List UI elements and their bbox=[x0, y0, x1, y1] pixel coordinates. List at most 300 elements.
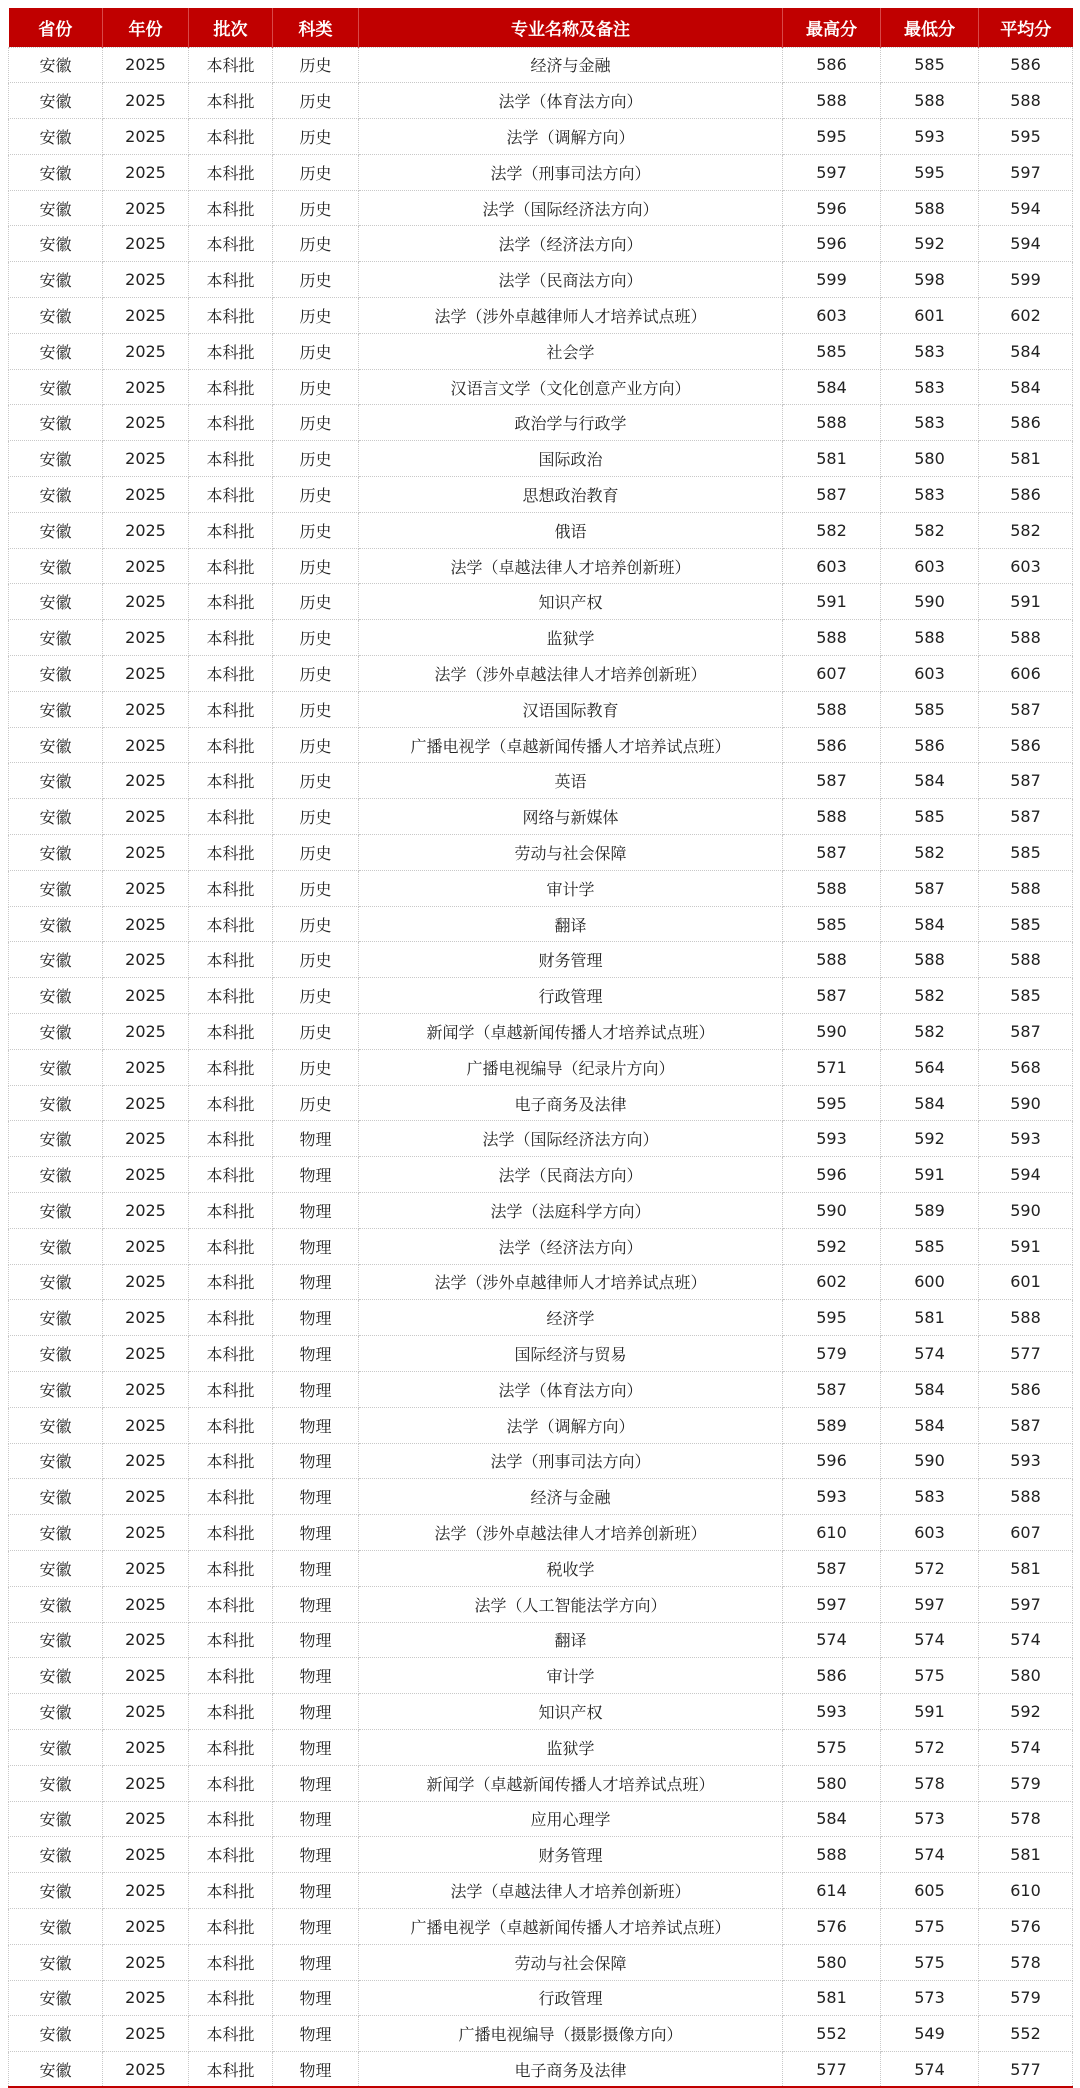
max-score-cell: 586 bbox=[783, 1658, 881, 1694]
avg-score-cell: 581 bbox=[979, 1550, 1073, 1586]
year-cell: 2025 bbox=[103, 1694, 189, 1730]
table-row bbox=[9, 1014, 1073, 1050]
min-score-cell: 582 bbox=[881, 1014, 979, 1050]
major-name-cell: 新闻学（卓越新闻传播人才培养试点班） bbox=[359, 1765, 783, 1801]
major-name-cell: 经济与金融 bbox=[359, 47, 783, 83]
table-body bbox=[9, 47, 1073, 2087]
max-score-cell: 587 bbox=[783, 1371, 881, 1407]
batch-cell: 本科批 bbox=[189, 656, 273, 692]
major-name-cell: 行政管理 bbox=[359, 1980, 783, 2016]
avg-score-cell: 586 bbox=[979, 727, 1073, 763]
table-row bbox=[9, 119, 1073, 155]
max-score-cell: 582 bbox=[783, 512, 881, 548]
admission-score-table bbox=[8, 8, 1073, 2088]
batch-cell: 本科批 bbox=[189, 1085, 273, 1121]
year-cell: 2025 bbox=[103, 656, 189, 692]
table-row bbox=[9, 1193, 1073, 1229]
batch-cell: 本科批 bbox=[189, 1264, 273, 1300]
year-cell: 2025 bbox=[103, 1157, 189, 1193]
batch-cell: 本科批 bbox=[189, 1049, 273, 1085]
avg-score-cell: 586 bbox=[979, 1371, 1073, 1407]
avg-score-cell: 584 bbox=[979, 333, 1073, 369]
max-score-cell: 576 bbox=[783, 1908, 881, 1944]
batch-cell: 本科批 bbox=[189, 835, 273, 871]
year-cell: 2025 bbox=[103, 1586, 189, 1622]
table-row bbox=[9, 1980, 1073, 2016]
avg-score-cell: 587 bbox=[979, 763, 1073, 799]
subject-category-cell: 历史 bbox=[273, 727, 359, 763]
major-name-cell: 国际政治 bbox=[359, 441, 783, 477]
max-score-cell: 602 bbox=[783, 1264, 881, 1300]
subject-category-cell: 物理 bbox=[273, 1729, 359, 1765]
table-row bbox=[9, 512, 1073, 548]
table-row bbox=[9, 799, 1073, 835]
subject-category-cell: 物理 bbox=[273, 2016, 359, 2052]
avg-score-cell: 587 bbox=[979, 1407, 1073, 1443]
major-name-cell: 劳动与社会保障 bbox=[359, 1944, 783, 1980]
province-cell: 安徽 bbox=[9, 691, 103, 727]
batch-cell: 本科批 bbox=[189, 906, 273, 942]
major-name-cell: 俄语 bbox=[359, 512, 783, 548]
min-score-cell: 603 bbox=[881, 656, 979, 692]
batch-cell: 本科批 bbox=[189, 799, 273, 835]
subject-category-cell: 历史 bbox=[273, 620, 359, 656]
max-score-cell: 586 bbox=[783, 47, 881, 83]
subject-category-cell: 历史 bbox=[273, 1014, 359, 1050]
table-row bbox=[9, 1157, 1073, 1193]
max-score-cell: 588 bbox=[783, 405, 881, 441]
year-cell: 2025 bbox=[103, 1658, 189, 1694]
province-cell: 安徽 bbox=[9, 620, 103, 656]
min-score-cell: 574 bbox=[881, 1622, 979, 1658]
year-cell: 2025 bbox=[103, 978, 189, 1014]
year-cell: 2025 bbox=[103, 1550, 189, 1586]
major-name-cell: 广播电视学（卓越新闻传播人才培养试点班） bbox=[359, 1908, 783, 1944]
max-score-cell: 593 bbox=[783, 1479, 881, 1515]
province-cell: 安徽 bbox=[9, 1944, 103, 1980]
subject-category-cell: 历史 bbox=[273, 405, 359, 441]
max-score-cell: 587 bbox=[783, 477, 881, 513]
table-row bbox=[9, 870, 1073, 906]
major-name-cell: 新闻学（卓越新闻传播人才培养试点班） bbox=[359, 1014, 783, 1050]
batch-cell: 本科批 bbox=[189, 1944, 273, 1980]
major-name-cell: 经济学 bbox=[359, 1300, 783, 1336]
batch-cell: 本科批 bbox=[189, 584, 273, 620]
batch-cell: 本科批 bbox=[189, 83, 273, 119]
major-name-cell: 审计学 bbox=[359, 870, 783, 906]
province-cell: 安徽 bbox=[9, 906, 103, 942]
table-row bbox=[9, 620, 1073, 656]
min-score-cell: 583 bbox=[881, 369, 979, 405]
subject-category-cell: 物理 bbox=[273, 1407, 359, 1443]
province-cell: 安徽 bbox=[9, 369, 103, 405]
year-cell: 2025 bbox=[103, 835, 189, 871]
batch-cell: 本科批 bbox=[189, 298, 273, 334]
batch-cell: 本科批 bbox=[189, 333, 273, 369]
table-row bbox=[9, 1049, 1073, 1085]
min-score-cell: 572 bbox=[881, 1550, 979, 1586]
table-row bbox=[9, 441, 1073, 477]
avg-score-cell: 610 bbox=[979, 1873, 1073, 1909]
min-score-cell: 601 bbox=[881, 298, 979, 334]
max-score-cell: 603 bbox=[783, 298, 881, 334]
max-score-cell: 596 bbox=[783, 190, 881, 226]
year-cell: 2025 bbox=[103, 584, 189, 620]
avg-score-cell: 602 bbox=[979, 298, 1073, 334]
table-row bbox=[9, 190, 1073, 226]
avg-score-cell: 552 bbox=[979, 2016, 1073, 2052]
min-score-cell: 590 bbox=[881, 584, 979, 620]
year-cell: 2025 bbox=[103, 1908, 189, 1944]
year-cell: 2025 bbox=[103, 1515, 189, 1551]
subject-category-cell: 物理 bbox=[273, 1622, 359, 1658]
avg-score-cell: 580 bbox=[979, 1658, 1073, 1694]
min-score-cell: 589 bbox=[881, 1193, 979, 1229]
year-cell: 2025 bbox=[103, 1801, 189, 1837]
subject-category-cell: 物理 bbox=[273, 1193, 359, 1229]
major-name-cell: 思想政治教育 bbox=[359, 477, 783, 513]
major-name-cell: 法学（民商法方向） bbox=[359, 1157, 783, 1193]
max-score-cell: 581 bbox=[783, 1980, 881, 2016]
table-row bbox=[9, 763, 1073, 799]
major-name-cell: 监狱学 bbox=[359, 1729, 783, 1765]
subject-category-cell: 物理 bbox=[273, 1658, 359, 1694]
subject-category-cell: 历史 bbox=[273, 656, 359, 692]
max-score-cell: 596 bbox=[783, 226, 881, 262]
subject-category-cell: 历史 bbox=[273, 262, 359, 298]
year-cell: 2025 bbox=[103, 1622, 189, 1658]
min-score-cell: 582 bbox=[881, 835, 979, 871]
subject-category-cell: 物理 bbox=[273, 1980, 359, 2016]
year-cell: 2025 bbox=[103, 1228, 189, 1264]
avg-score-cell: 578 bbox=[979, 1801, 1073, 1837]
major-name-cell: 知识产权 bbox=[359, 1694, 783, 1730]
major-name-cell: 法学（体育法方向） bbox=[359, 83, 783, 119]
major-name-cell: 电子商务及法律 bbox=[359, 1085, 783, 1121]
province-cell: 安徽 bbox=[9, 441, 103, 477]
max-score-cell: 590 bbox=[783, 1014, 881, 1050]
avg-score-cell: 588 bbox=[979, 1300, 1073, 1336]
avg-score-cell: 595 bbox=[979, 119, 1073, 155]
year-cell: 2025 bbox=[103, 906, 189, 942]
avg-score-cell: 577 bbox=[979, 2052, 1073, 2088]
avg-score-cell: 588 bbox=[979, 870, 1073, 906]
min-score-cell: 583 bbox=[881, 405, 979, 441]
province-cell: 安徽 bbox=[9, 190, 103, 226]
max-score-cell: 587 bbox=[783, 1550, 881, 1586]
min-score-cell: 588 bbox=[881, 190, 979, 226]
province-cell: 安徽 bbox=[9, 1908, 103, 1944]
subject-category-cell: 物理 bbox=[273, 1944, 359, 1980]
avg-score-cell: 587 bbox=[979, 799, 1073, 835]
year-cell: 2025 bbox=[103, 405, 189, 441]
avg-score-cell: 588 bbox=[979, 83, 1073, 119]
batch-cell: 本科批 bbox=[189, 477, 273, 513]
province-cell: 安徽 bbox=[9, 584, 103, 620]
batch-cell: 本科批 bbox=[189, 870, 273, 906]
province-cell: 安徽 bbox=[9, 1049, 103, 1085]
avg-score-header: 平均分 bbox=[979, 8, 1073, 47]
max-score-cell: 596 bbox=[783, 1443, 881, 1479]
major-name-cell: 政治学与行政学 bbox=[359, 405, 783, 441]
table-row bbox=[9, 548, 1073, 584]
max-score-cell: 588 bbox=[783, 83, 881, 119]
avg-score-cell: 594 bbox=[979, 226, 1073, 262]
year-cell: 2025 bbox=[103, 154, 189, 190]
min-score-cell: 597 bbox=[881, 1586, 979, 1622]
subject-category-cell: 物理 bbox=[273, 1873, 359, 1909]
min-score-cell: 549 bbox=[881, 2016, 979, 2052]
batch-cell: 本科批 bbox=[189, 1980, 273, 2016]
province-cell: 安徽 bbox=[9, 154, 103, 190]
major-name-cell: 法学（涉外卓越律师人才培养试点班） bbox=[359, 298, 783, 334]
table-row bbox=[9, 1550, 1073, 1586]
year-header: 年份 bbox=[103, 8, 189, 47]
max-score-cell: 588 bbox=[783, 691, 881, 727]
subject-category-cell: 物理 bbox=[273, 1837, 359, 1873]
avg-score-cell: 578 bbox=[979, 1944, 1073, 1980]
subject-category-cell: 物理 bbox=[273, 1801, 359, 1837]
subject-category-cell: 历史 bbox=[273, 799, 359, 835]
subject-category-cell: 物理 bbox=[273, 1371, 359, 1407]
score-table-container bbox=[8, 8, 1072, 2088]
max-score-cell: 584 bbox=[783, 1801, 881, 1837]
year-cell: 2025 bbox=[103, 2052, 189, 2088]
min-score-cell: 584 bbox=[881, 763, 979, 799]
major-name-cell: 国际经济与贸易 bbox=[359, 1336, 783, 1372]
table-row bbox=[9, 1837, 1073, 1873]
table-row bbox=[9, 835, 1073, 871]
major-name-cell: 网络与新媒体 bbox=[359, 799, 783, 835]
year-cell: 2025 bbox=[103, 1371, 189, 1407]
table-row bbox=[9, 1873, 1073, 1909]
min-score-cell: 588 bbox=[881, 942, 979, 978]
avg-score-cell: 607 bbox=[979, 1515, 1073, 1551]
subject-category-cell: 历史 bbox=[273, 691, 359, 727]
major-name-cell: 知识产权 bbox=[359, 584, 783, 620]
major-name-cell: 财务管理 bbox=[359, 1837, 783, 1873]
max-score-cell: 588 bbox=[783, 620, 881, 656]
subject-category-cell: 历史 bbox=[273, 226, 359, 262]
min-score-cell: 585 bbox=[881, 1228, 979, 1264]
year-cell: 2025 bbox=[103, 2016, 189, 2052]
subject-category-header: 科类 bbox=[273, 8, 359, 47]
year-cell: 2025 bbox=[103, 1407, 189, 1443]
table-row bbox=[9, 369, 1073, 405]
min-score-cell: 588 bbox=[881, 83, 979, 119]
min-score-cell: 575 bbox=[881, 1908, 979, 1944]
major-name-cell: 法学（刑事司法方向） bbox=[359, 1443, 783, 1479]
min-score-cell: 592 bbox=[881, 1121, 979, 1157]
major-name-cell: 法学（涉外卓越法律人才培养创新班） bbox=[359, 1515, 783, 1551]
year-cell: 2025 bbox=[103, 870, 189, 906]
avg-score-cell: 587 bbox=[979, 1014, 1073, 1050]
subject-category-cell: 历史 bbox=[273, 441, 359, 477]
province-cell: 安徽 bbox=[9, 1801, 103, 1837]
province-cell: 安徽 bbox=[9, 1014, 103, 1050]
batch-cell: 本科批 bbox=[189, 1550, 273, 1586]
table-row bbox=[9, 1121, 1073, 1157]
max-score-cell: 587 bbox=[783, 978, 881, 1014]
year-cell: 2025 bbox=[103, 763, 189, 799]
subject-category-cell: 历史 bbox=[273, 548, 359, 584]
min-score-cell: 592 bbox=[881, 226, 979, 262]
subject-category-cell: 物理 bbox=[273, 1336, 359, 1372]
year-cell: 2025 bbox=[103, 1873, 189, 1909]
major-name-cell: 税收学 bbox=[359, 1550, 783, 1586]
avg-score-cell: 593 bbox=[979, 1443, 1073, 1479]
avg-score-cell: 586 bbox=[979, 47, 1073, 83]
min-score-cell: 583 bbox=[881, 477, 979, 513]
subject-category-cell: 历史 bbox=[273, 83, 359, 119]
batch-cell: 本科批 bbox=[189, 2016, 273, 2052]
min-score-cell: 582 bbox=[881, 512, 979, 548]
province-cell: 安徽 bbox=[9, 1694, 103, 1730]
major-name-cell: 法学（人工智能法学方向） bbox=[359, 1586, 783, 1622]
year-cell: 2025 bbox=[103, 47, 189, 83]
max-score-cell: 580 bbox=[783, 1765, 881, 1801]
batch-cell: 本科批 bbox=[189, 262, 273, 298]
batch-cell: 本科批 bbox=[189, 1908, 273, 1944]
avg-score-cell: 582 bbox=[979, 512, 1073, 548]
min-score-cell: 598 bbox=[881, 262, 979, 298]
province-cell: 安徽 bbox=[9, 405, 103, 441]
avg-score-cell: 587 bbox=[979, 691, 1073, 727]
province-cell: 安徽 bbox=[9, 47, 103, 83]
min-score-cell: 584 bbox=[881, 1407, 979, 1443]
min-score-cell: 573 bbox=[881, 1801, 979, 1837]
province-cell: 安徽 bbox=[9, 656, 103, 692]
table-row bbox=[9, 262, 1073, 298]
major-name-cell: 翻译 bbox=[359, 906, 783, 942]
avg-score-cell: 594 bbox=[979, 1157, 1073, 1193]
batch-cell: 本科批 bbox=[189, 1407, 273, 1443]
year-cell: 2025 bbox=[103, 727, 189, 763]
min-score-cell: 564 bbox=[881, 1049, 979, 1085]
major-name-cell: 社会学 bbox=[359, 333, 783, 369]
avg-score-cell: 606 bbox=[979, 656, 1073, 692]
province-cell: 安徽 bbox=[9, 1228, 103, 1264]
province-cell: 安徽 bbox=[9, 1157, 103, 1193]
min-score-cell: 593 bbox=[881, 119, 979, 155]
max-score-cell: 597 bbox=[783, 154, 881, 190]
year-cell: 2025 bbox=[103, 1193, 189, 1229]
year-cell: 2025 bbox=[103, 942, 189, 978]
table-row bbox=[9, 1515, 1073, 1551]
province-cell: 安徽 bbox=[9, 835, 103, 871]
major-name-cell: 法学（涉外卓越法律人才培养创新班） bbox=[359, 656, 783, 692]
year-cell: 2025 bbox=[103, 1336, 189, 1372]
batch-cell: 本科批 bbox=[189, 226, 273, 262]
min-score-cell: 580 bbox=[881, 441, 979, 477]
major-name-cell: 劳动与社会保障 bbox=[359, 835, 783, 871]
max-score-cell: 586 bbox=[783, 727, 881, 763]
max-score-cell: 595 bbox=[783, 119, 881, 155]
min-score-cell: 605 bbox=[881, 1873, 979, 1909]
subject-category-cell: 物理 bbox=[273, 1228, 359, 1264]
table-row bbox=[9, 1371, 1073, 1407]
province-cell: 安徽 bbox=[9, 298, 103, 334]
batch-cell: 本科批 bbox=[189, 1014, 273, 1050]
avg-score-cell: 586 bbox=[979, 477, 1073, 513]
province-cell: 安徽 bbox=[9, 1264, 103, 1300]
year-cell: 2025 bbox=[103, 1049, 189, 1085]
subject-category-cell: 历史 bbox=[273, 119, 359, 155]
table-row bbox=[9, 1228, 1073, 1264]
batch-header: 批次 bbox=[189, 8, 273, 47]
avg-score-cell: 577 bbox=[979, 1336, 1073, 1372]
min-score-cell: 586 bbox=[881, 727, 979, 763]
min-score-cell: 603 bbox=[881, 548, 979, 584]
batch-cell: 本科批 bbox=[189, 1658, 273, 1694]
avg-score-cell: 588 bbox=[979, 1479, 1073, 1515]
min-score-cell: 588 bbox=[881, 620, 979, 656]
major-name-cell: 财务管理 bbox=[359, 942, 783, 978]
subject-category-cell: 历史 bbox=[273, 190, 359, 226]
province-cell: 安徽 bbox=[9, 1729, 103, 1765]
subject-category-cell: 历史 bbox=[273, 333, 359, 369]
batch-cell: 本科批 bbox=[189, 691, 273, 727]
table-row bbox=[9, 2052, 1073, 2088]
max-score-cell: 595 bbox=[783, 1300, 881, 1336]
batch-cell: 本科批 bbox=[189, 190, 273, 226]
province-cell: 安徽 bbox=[9, 477, 103, 513]
major-name-cell: 法学（国际经济法方向） bbox=[359, 190, 783, 226]
subject-category-cell: 物理 bbox=[273, 1443, 359, 1479]
subject-category-cell: 物理 bbox=[273, 1479, 359, 1515]
max-score-cell: 587 bbox=[783, 835, 881, 871]
subject-category-cell: 物理 bbox=[273, 1157, 359, 1193]
avg-score-cell: 579 bbox=[979, 1980, 1073, 2016]
max-score-cell: 593 bbox=[783, 1694, 881, 1730]
max-score-cell: 591 bbox=[783, 584, 881, 620]
year-cell: 2025 bbox=[103, 620, 189, 656]
province-cell: 安徽 bbox=[9, 1550, 103, 1586]
subject-category-cell: 历史 bbox=[273, 870, 359, 906]
min-score-cell: 603 bbox=[881, 1515, 979, 1551]
avg-score-cell: 576 bbox=[979, 1908, 1073, 1944]
major-name-cell: 法学（民商法方向） bbox=[359, 262, 783, 298]
max-score-cell: 585 bbox=[783, 333, 881, 369]
max-score-cell: 581 bbox=[783, 441, 881, 477]
min-score-cell: 573 bbox=[881, 1980, 979, 2016]
batch-cell: 本科批 bbox=[189, 1300, 273, 1336]
major-name-cell: 行政管理 bbox=[359, 978, 783, 1014]
subject-category-cell: 历史 bbox=[273, 298, 359, 334]
min-score-cell: 600 bbox=[881, 1264, 979, 1300]
subject-category-cell: 物理 bbox=[273, 1765, 359, 1801]
province-cell: 安徽 bbox=[9, 548, 103, 584]
subject-category-cell: 物理 bbox=[273, 1586, 359, 1622]
min-score-cell: 575 bbox=[881, 1944, 979, 1980]
max-score-cell: 599 bbox=[783, 262, 881, 298]
year-cell: 2025 bbox=[103, 477, 189, 513]
max-score-cell: 588 bbox=[783, 942, 881, 978]
batch-cell: 本科批 bbox=[189, 763, 273, 799]
min-score-cell: 574 bbox=[881, 1837, 979, 1873]
table-row bbox=[9, 1944, 1073, 1980]
avg-score-cell: 601 bbox=[979, 1264, 1073, 1300]
major-name-cell: 法学（调解方向） bbox=[359, 1407, 783, 1443]
major-name-cell: 法学（卓越法律人才培养创新班） bbox=[359, 548, 783, 584]
avg-score-cell: 574 bbox=[979, 1729, 1073, 1765]
table-row bbox=[9, 906, 1073, 942]
major-name-cell: 法学（国际经济法方向） bbox=[359, 1121, 783, 1157]
avg-score-cell: 588 bbox=[979, 942, 1073, 978]
min-score-cell: 584 bbox=[881, 1085, 979, 1121]
batch-cell: 本科批 bbox=[189, 1479, 273, 1515]
avg-score-cell: 594 bbox=[979, 190, 1073, 226]
